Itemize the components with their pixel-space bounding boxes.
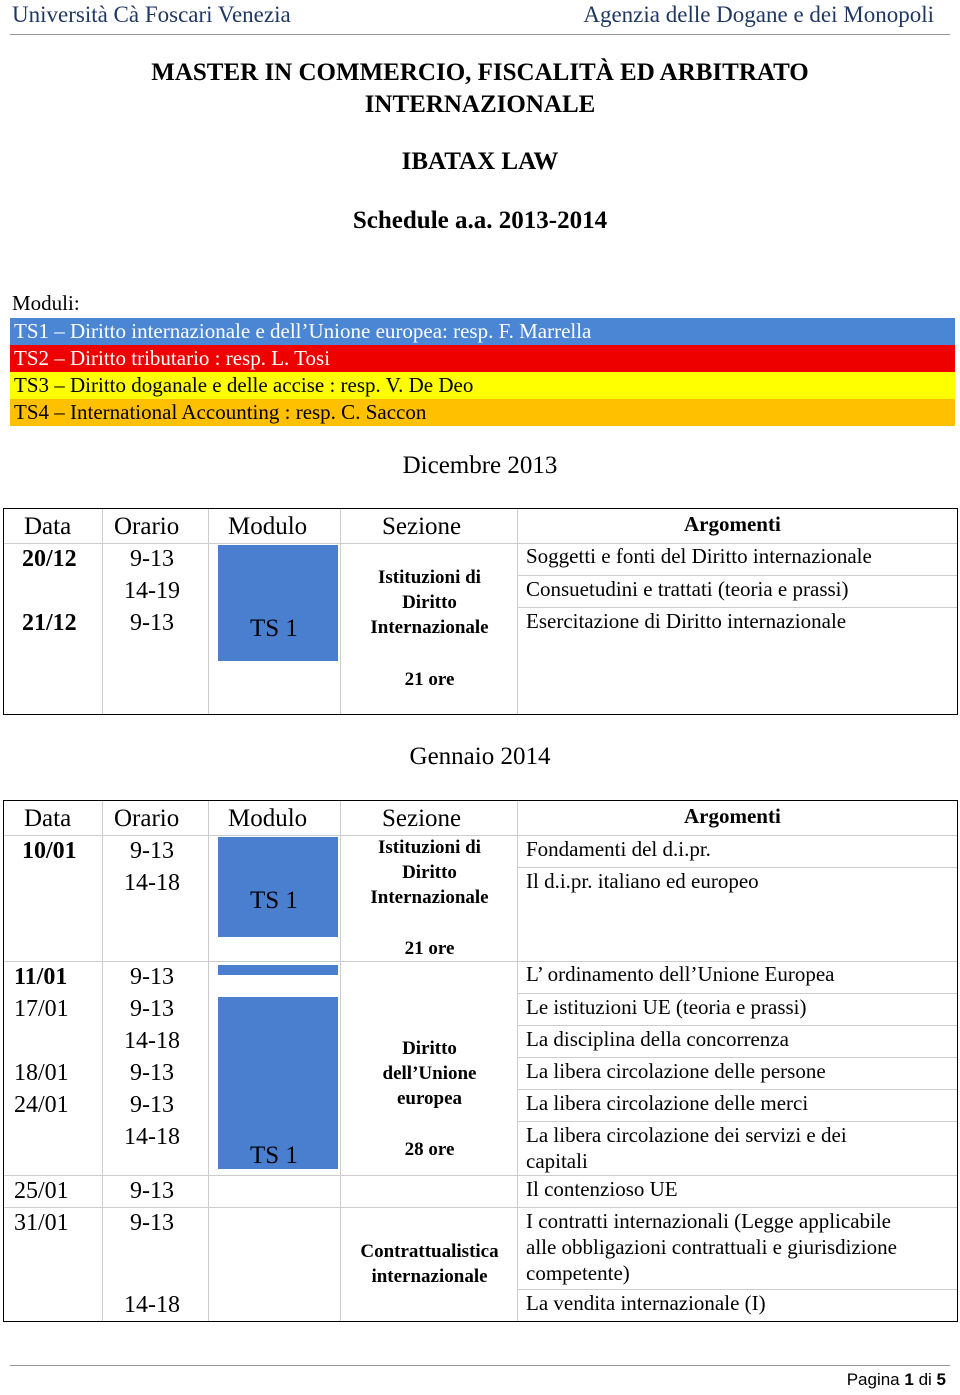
row-time: 9-13 — [130, 1092, 174, 1118]
row-topic: Consuetudini e trattati (teoria e prassi) — [526, 577, 849, 601]
footer-divider — [10, 1365, 950, 1366]
section-label: Istituzioni di Diritto Internazionale — [370, 837, 489, 908]
title-program: IBATAX LAW — [401, 148, 559, 175]
column-header-orario: Orario — [114, 513, 180, 540]
row-date: 31/01 — [14, 1210, 69, 1236]
row-topic: La vendita internazionale (I) — [526, 1291, 766, 1315]
module-block-ts1 — [218, 965, 338, 975]
row-time: 14-18 — [124, 870, 180, 896]
header-divider — [10, 34, 950, 35]
row-time: 9-13 — [130, 546, 174, 572]
row-time: 9-13 — [130, 1060, 174, 1086]
module-label: TS 1 — [250, 1142, 298, 1169]
row-topic: I contratti internazionali (Legge applicabile alle obbligazioni contrattuali e giurisdizione competente) — [526, 1209, 897, 1285]
row-topic: L’ ordinamento dell’Unione Europea — [526, 962, 835, 986]
row-topic: Fondamenti del d.i.pr. — [526, 837, 711, 861]
row-time: 14-18 — [124, 1028, 180, 1054]
row-topic: Il d.i.pr. italiano ed europeo — [526, 869, 759, 893]
row-topic: La libera circolazione delle merci — [526, 1091, 809, 1115]
row-topic: Il contenzioso UE — [526, 1177, 678, 1201]
column-header-modulo: Modulo — [228, 805, 308, 832]
modules-label: Moduli: — [12, 291, 80, 315]
row-topic: Esercitazione di Diritto internazionale — [526, 609, 847, 633]
module-ts4: TS4 – International Accounting : resp. C. Saccon — [10, 399, 955, 426]
column-header-argomenti: Argomenti — [684, 804, 781, 828]
row-time: 9-13 — [130, 1178, 174, 1204]
module-label: TS 1 — [250, 887, 298, 914]
row-date: 10/01 — [22, 838, 77, 864]
row-time: 9-13 — [130, 838, 174, 864]
column-header-sezione: Sezione — [382, 805, 462, 832]
row-time: 9-13 — [130, 996, 174, 1022]
section-hours: 21 ore — [404, 669, 455, 690]
row-topic: La libera circolazione dei servizi e dei capitali — [526, 1123, 847, 1173]
module-label: TS 1 — [250, 615, 298, 642]
section-hours: 21 ore — [404, 938, 455, 959]
column-header-argomenti: Argomenti — [684, 512, 781, 536]
row-time: 9-13 — [130, 964, 174, 990]
row-time: 14-18 — [124, 1292, 180, 1318]
section-hours: 28 ore — [404, 1139, 455, 1160]
title-line-1: MASTER IN COMMERCIO, FISCALITÀ ED ARBITRATO — [151, 59, 809, 86]
row-topic: Le istituzioni UE (teoria e prassi) — [526, 995, 807, 1019]
column-header-data: Data — [24, 513, 72, 540]
column-header-orario: Orario — [114, 805, 180, 832]
module-ts3: TS3 – Diritto doganale e delle accise : resp. V. De Deo — [10, 372, 955, 399]
row-time: 9-13 — [130, 1210, 174, 1236]
row-topic: Soggetti e fonti del Diritto internazionale — [526, 544, 872, 568]
schedule-table-dicembre — [3, 508, 958, 715]
schedule-table-gennaio — [3, 800, 958, 1322]
row-time: 9-13 — [130, 610, 174, 636]
row-topic: La libera circolazione delle persone — [526, 1059, 826, 1083]
row-date: 17/01 — [14, 996, 69, 1022]
section-label: Diritto dell’Unione europea — [382, 1038, 477, 1109]
row-date: 11/01 — [14, 964, 68, 990]
row-time: 14-18 — [124, 1124, 180, 1150]
row-date: 24/01 — [14, 1092, 69, 1118]
module-ts2: TS2 – Diritto tributario : resp. L. Tosi — [10, 345, 955, 372]
title-line-2: INTERNAZIONALE — [364, 91, 596, 118]
module-block-ts1 — [218, 545, 338, 661]
row-date: 18/01 — [14, 1060, 69, 1086]
column-header-sezione: Sezione — [382, 513, 462, 540]
module-ts1: TS1 – Diritto internazionale e dell’Unione europea: resp. F. Marrella — [10, 318, 955, 345]
row-time: 14-19 — [124, 578, 180, 604]
row-topic: La disciplina della concorrenza — [526, 1027, 789, 1051]
section-label: Istituzioni di Diritto Internazionale — [370, 567, 489, 638]
column-header-data: Data — [24, 805, 72, 832]
section-label: Contrattualistica internazionale — [360, 1241, 499, 1287]
row-date: 20/12 — [22, 546, 77, 572]
row-date: 25/01 — [14, 1178, 69, 1204]
title-schedule: Schedule a.a. 2013-2014 — [352, 207, 608, 234]
month-title-dicembre: Dicembre 2013 — [402, 452, 558, 479]
row-date: 21/12 — [22, 610, 77, 636]
column-header-modulo: Modulo — [228, 513, 308, 540]
header-agency: Agenzia delle Dogane e dei Monopoli — [583, 2, 934, 27]
month-title-gennaio: Gennaio 2014 — [409, 743, 551, 770]
header-university: Università Cà Foscari Venezia — [12, 2, 291, 27]
page-number: Pagina 1 di 5 — [846, 1370, 946, 1389]
